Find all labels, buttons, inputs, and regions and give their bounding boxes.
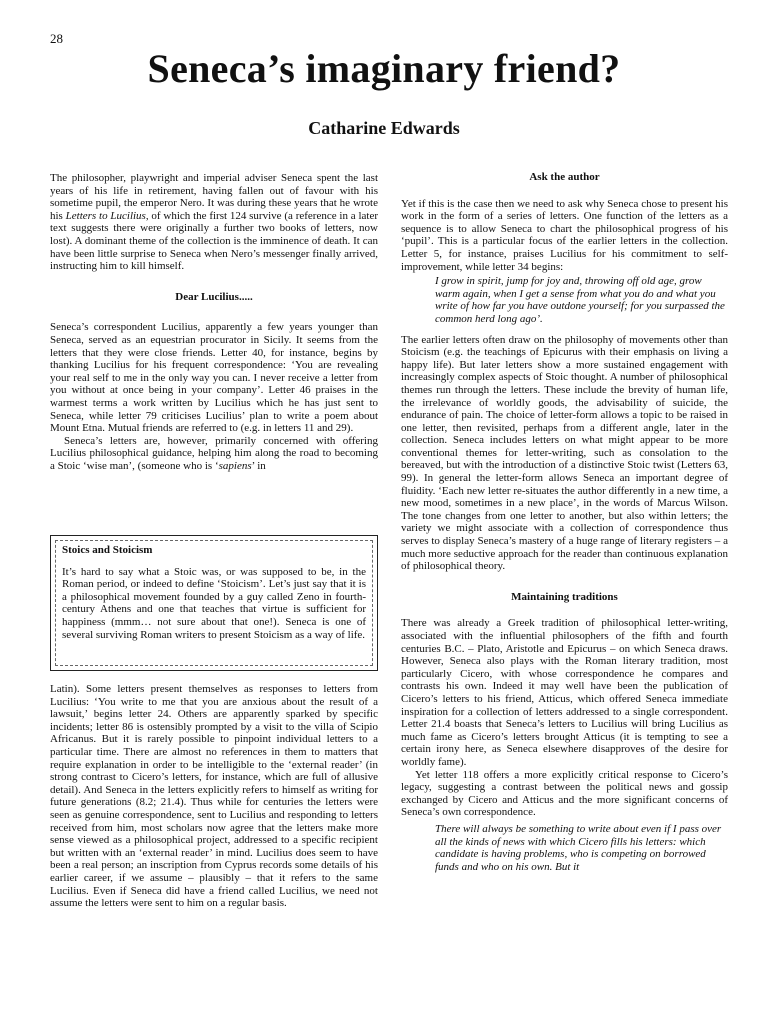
letters-title: Letters to Lucilius xyxy=(65,209,146,222)
section-heading-dear-lucilius: Dear Lucilius..... xyxy=(175,290,253,303)
sidebar-title: Stoics and Stoicism xyxy=(62,544,153,556)
cicero-quote: There will always be something to write about even if I pass over all the kinds of news with which Cicero fills his letters: which candidate is having problems, who is competing on borrowed funds and who on his own. But it xyxy=(435,822,722,873)
letter-34-quote: I grow in spirit, jump for joy and, throwing off old age, grow warm again, when I get a sense from what you do and what you write of how far you have outdone yourself; for you surpassed the common herd long ago’. xyxy=(435,275,725,325)
section-heading-maintaining-traditions: Maintaining traditions xyxy=(511,590,618,603)
left-column-top xyxy=(50,172,378,472)
author-question-paragraph: Yet if this is the case then we need to ask why Seneca chose to present his work in the form of a series of letters. One function of the letters as a sequence is to allow Seneca to chart the philosophical progress of his ‘pupil’. This is a particular focus of the earlier letters in the collection. Letter 5, for instance, praises Lucilius for his commitment to self-improvement, while letter 34 begins: xyxy=(401,197,728,273)
intro-text-start: The philosopher, playwright and imperial adviser Seneca spent the last years of his life in retirement, having fallen out of favour with his sometime pupil, the emperor Nero. It was during these years that he wrote his xyxy=(50,172,378,222)
section-heading-ask-the-author: Ask the author xyxy=(529,171,600,183)
letters-analysis-paragraph: Latin). Some letters present themselves as responses to letters from Lucilius: ‘You write to me that you are anxious about the result of a lawsuit,’ begins letter 24. Others are apparently sparked by specific incidents; letter 86 is ostensibly prompted by a visit to the villa of Scipio Africanus. But it is rarely possible to pinpoint individual letters to a particular time. There are almost no references in them to matters that require explanation in order to be intelligible to the ‘external reader’ (in strong contrast to Cicero’s letters, for instance, which are full of allusive detail). And Seneca in the letters explicitly refers to himself as writing for future generations (8.2; 21.4). Thus while for centuries the letters were seen as genuine correspondence, sent to Lucilius and responding to letters received from him, most scholars now agree that the letters make more sense viewed as a philosophical project, addressed to a specific recipient but written with an ‘external reader’ in mind. Lucilius does seem to have been a real person; an inscription from Cyprus records some details of his earlier career, if we assume – plausibly – that it refers to the same Lucilius. Even if Seneca did have a friend called Lucilius, we need not assume the letters were sent to him on a regular basis. xyxy=(50,683,378,910)
guidance-paragraph xyxy=(50,435,378,473)
guidance-text-start: Seneca’s letters are, however, primarily concerned with offering Lucilius philosophical guidance, helping him along the road to becoming a Stoic ‘wise man’, (someone who is ‘ xyxy=(50,434,378,472)
sapiens-term: sapiens xyxy=(218,459,252,472)
cicero-legacy-paragraph: Yet letter 118 offers a more explicitly critical response to Cicero’s legacy, suggesting a contrast between the political news and gossip exchanged by Cicero and Atticus and the more significant concerns of Seneca’s own correspondence. xyxy=(401,768,728,819)
stoics-sidebar-box xyxy=(50,535,378,671)
intro-text-end: , of which the first 124 survive (a reference in a later text suggests there were originally a further two books of letters, now lost). A dominant theme of the collection is the imminence of death. It can have been little surprise to Seneca when Nero’s messenger finally arrived, instructing him to kill himself. xyxy=(50,209,379,273)
article-author: Catharine Edwards xyxy=(308,118,460,138)
stoics-sidebar-inner xyxy=(55,540,373,666)
left-column-bottom xyxy=(50,683,378,910)
article-title: Seneca’s imaginary friend? xyxy=(147,46,621,91)
intro-paragraph xyxy=(50,172,378,273)
right-column xyxy=(401,171,728,873)
tradition-paragraph: There was already a Greek tradition of philosophical letter-writing, associated with the influential philosophers of the fifth and fourth centuries B.C. – Plato, Aristotle and Epicurus – on which Seneca draws. However, Seneca also plays with the Roman literary tradition, most particularly Cicero, with whose correspondence he compares and contrasts his own. Indeed it may well have been the publication of Cicero’s letters to his friend, Atticus, which offered Seneca immediate inspiration for a collection of letters addressed to a single correspondent. Letter 21.4 boasts that Seneca’s letters to Lucilius will bring Lucilius as much fame as Cicero’s letters brought Atticus (it is tempting to see a certain irony here, as Seneca elsewhere disapproves of the desire for worldly fame). xyxy=(401,617,728,768)
lucilius-paragraph: Seneca’s correspondent Lucilius, apparently a few years younger than Seneca, served as an equestrian procurator in Sicily. It seems from the letters that they were close friends. Letter 40, for instance, begins by thanking Lucilius for his frequent correspondence: ‘You are revealing your real self to me in the only way you can. I never receive a letter from you without at once being in your company’. Letter 46 praises in the warmest terms a work written by Lucilius which he has just sent to Seneca, while letter 79 criticises Lucilius’ plan to write a poem about Mount Etna. Mutual friends are referred to (e.g. in letters 11 and 29). xyxy=(50,321,378,435)
themes-paragraph: The earlier letters often draw on the philosophy of movements other than Stoicism (e.g. the teachings of Epicurus with their emphasis on living a happy life). But later letters show a more sustained engagement with increasingly complex aspects of Stoic thought. A number of philosophical themes run through the letters. These include the brevity of human life, the irrelevance of worldly goods, the advisability of suicide, the endurance of pain. The choice of letter-form allows a topic to be raised in one letter, then revisited, perhaps from a different angle, later in the collection. Seneca includes letters on what might appear to be more conventional themes for letter-writing, such as consolation to the bereaved, but with the introduction of a distinctive Stoic twist (Letters 63, 99). In general the letter-form allows Seneca an important degree of fluidity. ‘Each new letter re-situates the author differently in a new time, a new mood, sometimes in a new place’, in the words of Marcus Wilson. The tone changes from one letter to another, but also within letters; the variety we might associate with a collection of correspondence thus serves to display Seneca’s mastery of a huge range of literary registers – a much more seductive approach for the reader than continuous explanation of philosophical theory. xyxy=(401,333,728,573)
page-number: 28 xyxy=(50,31,63,46)
sidebar-text: It’s hard to say what a Stoic was, or was supposed to be, in the Roman period, or indeed to define ‘Stoicism’. Let’s just say that it is a philosophical movement founded by a guy called Zeno in fourth-century Athens and one that teaches that virtue is sufficient for happiness (mmm… not sure about that one!). Seneca is one of several surviving Roman writers to present Stoicism as a way of life. xyxy=(62,565,366,641)
guidance-text-end: ’ in xyxy=(251,459,266,472)
